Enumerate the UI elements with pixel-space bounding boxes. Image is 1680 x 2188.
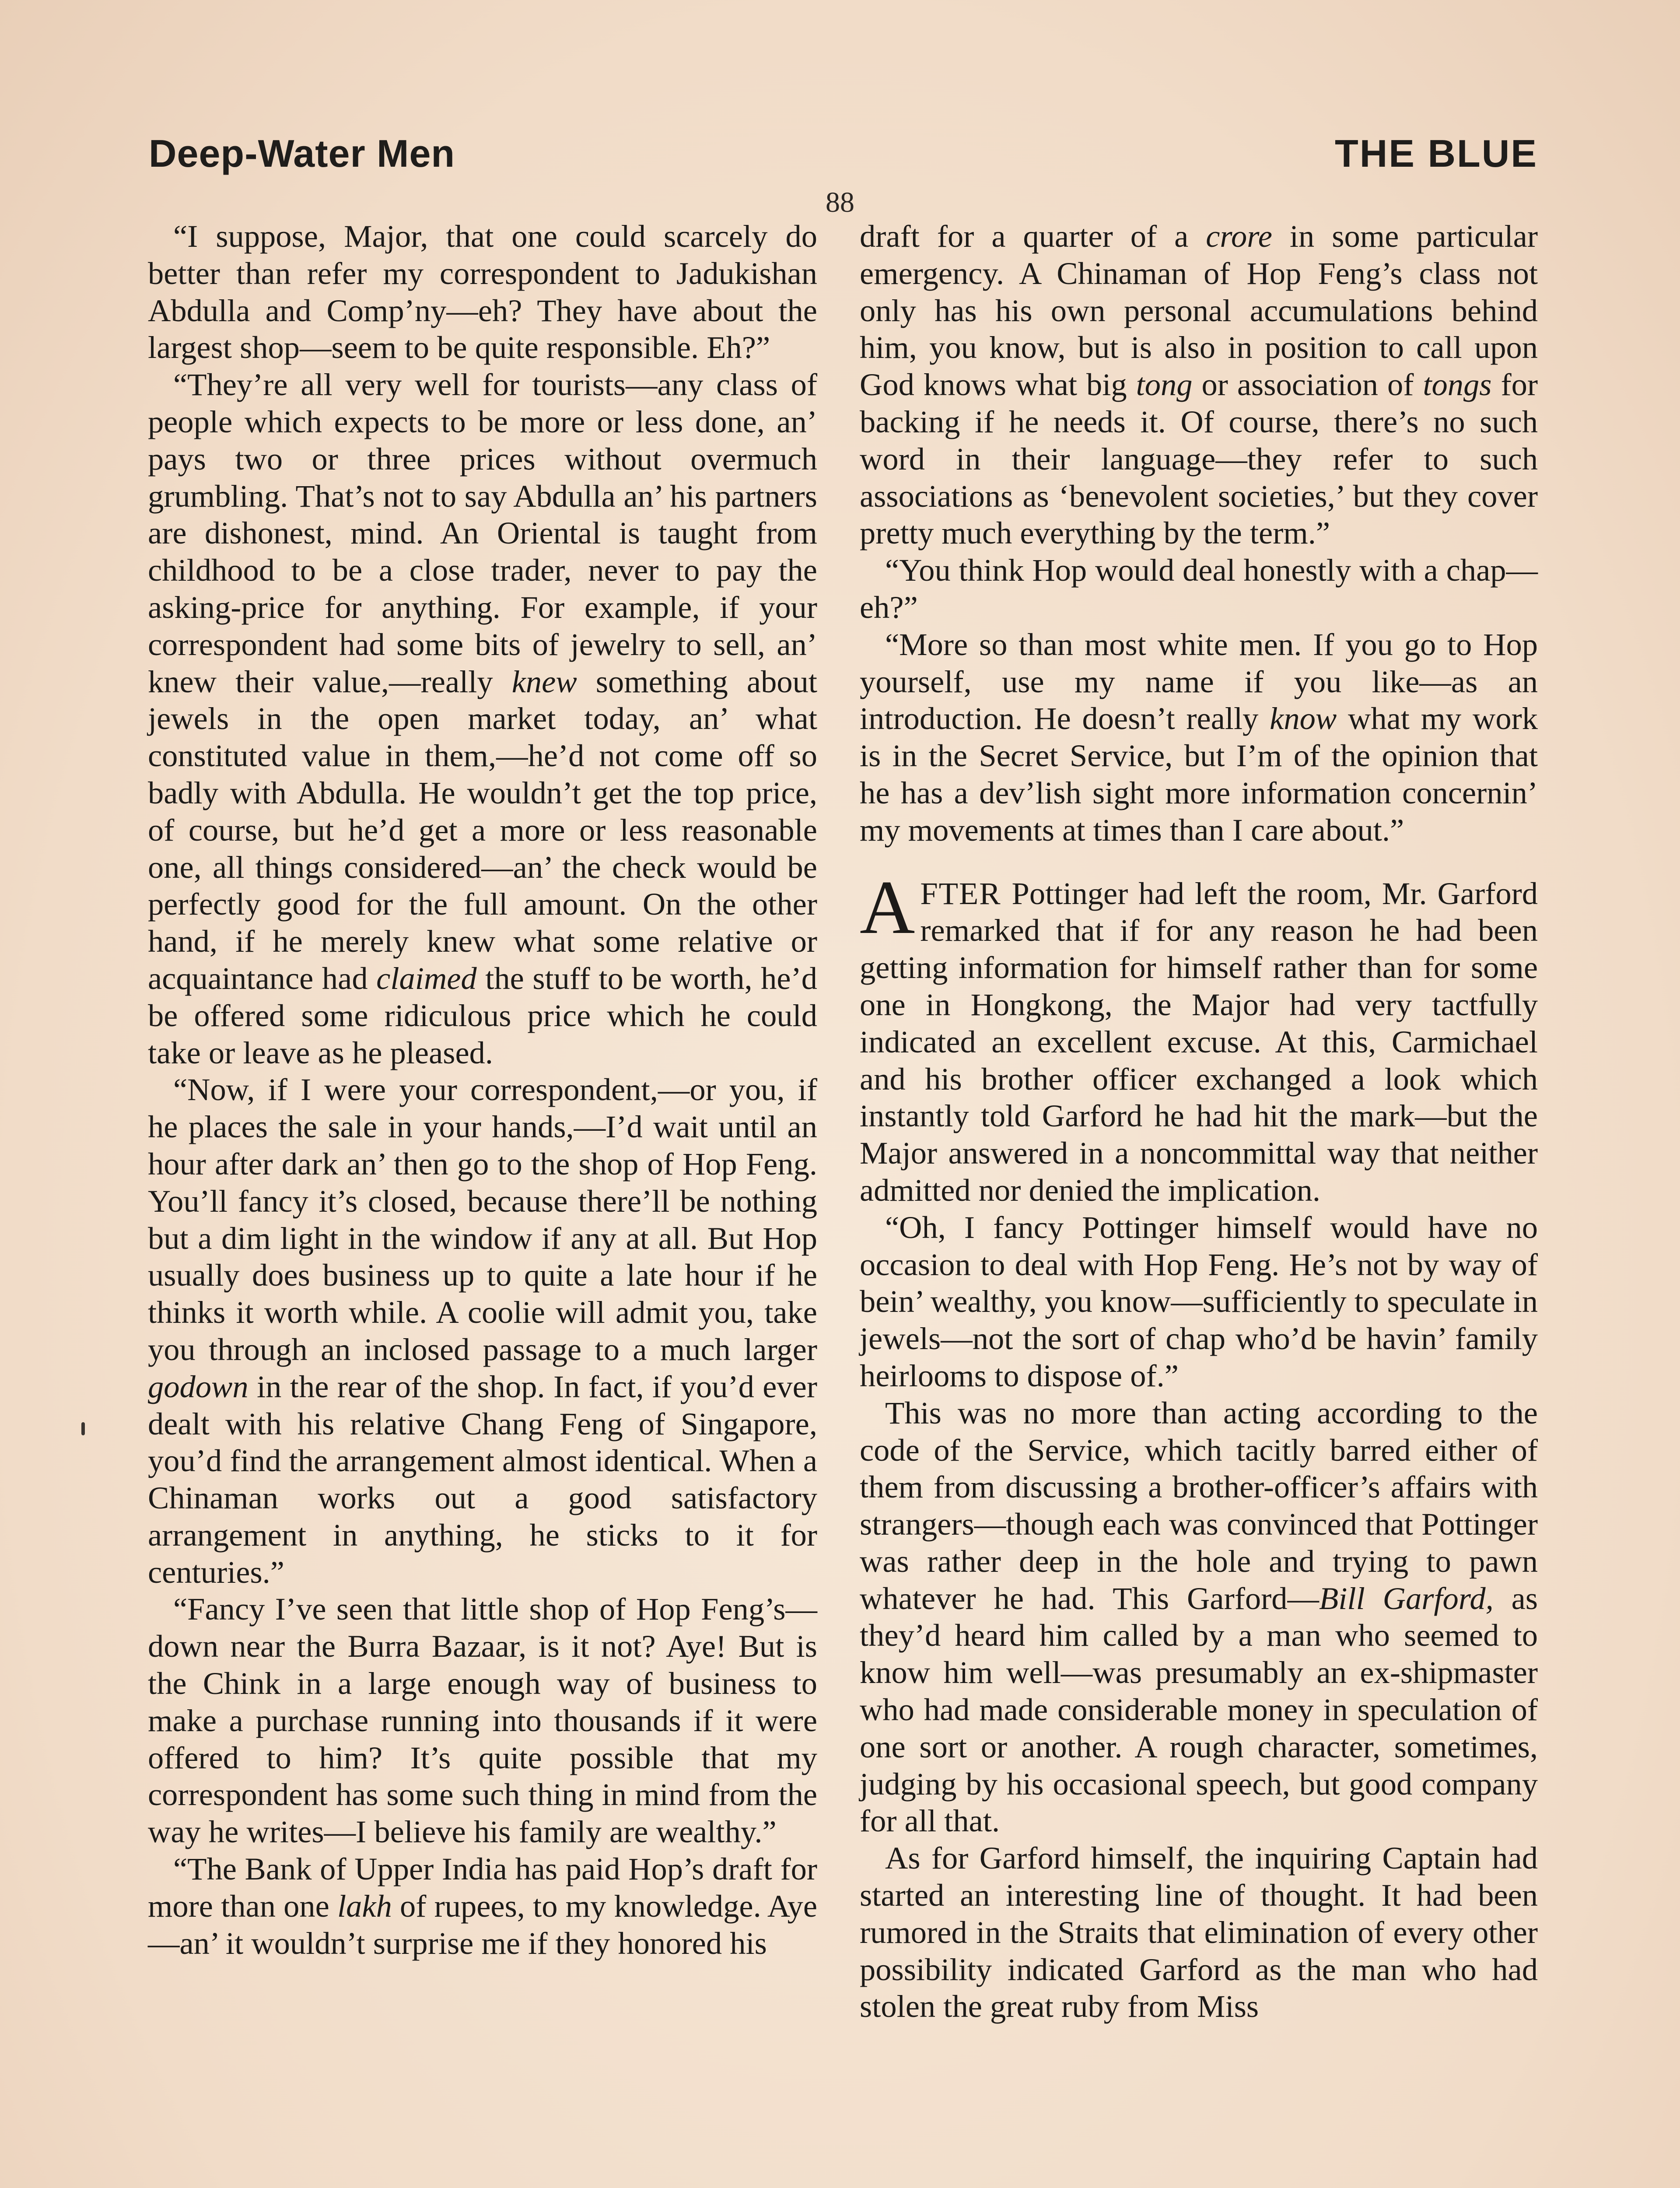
paragraph: As for Garford himself, the inquiring Captain had started an interesting line of thought. It had been rumored in the Straits that elimination of every other possibility indicated Garford as the man who had stolen the great ruby from Miss (860, 1840, 1538, 2024)
drop-cap: A (860, 864, 915, 950)
story-title-header: Deep-Water Men (149, 132, 455, 175)
paragraph: “More so than most white men. If you go to Hop yourself, use my name if you like—as an introduction. He doesn’t really know what my work is in the Secret Service, but I’m of the opinion that he has a dev’lish sight more information concernin’ my movements at times than I care about.” (860, 626, 1538, 848)
paragraph: draft for a quarter of a crore in some particular emergency. A Chinaman of Hop Feng’s class not only has his own personal accumulations behind him, you know, but is also in position to call upon God knows what big tong or association of tongs for backing if he needs it. Of course, there’s no such word in their language—they refer to such associations as ‘benevolent societies,’ but they cover pretty much everything by the term.” (860, 218, 1538, 551)
paragraph: “They’re all very well for tourists—any class of people which expects to be more or less done, an’ pays two or three prices without overmuch grumbling. That’s not to say Abdulla an’ his partners are dishonest, mind. An Oriental is taught from childhood to be a close trader, never to pay the asking-price for anything. For example, if your correspondent had some bits of jewelry to sell, an’ knew their value,—really knew something about jewels in the open market today, an’ what constituted value in them,—he’d not come off so badly with Abdulla. He wouldn’t get the top price, of course, but he’d get a more or less reasonable one, all things considered—an’ the check would be perfectly good for the full amount. On the other hand, if he merely knew what some relative or acquaintance had claimed the stuff to be worth, he’d be offered some ridiculous price which he could take or leave as he pleased. (148, 367, 817, 1070)
italic-word: know (1270, 701, 1337, 736)
paragraph: “The Bank of Upper India has paid Hop’s draft for more than one lakh of rupees, to my knowledge. Aye—an’ it wouldn’t surprise me if they honored his (148, 1851, 818, 1961)
page-number: 88 (826, 186, 854, 218)
paragraph: “I suppose, Major, that one could scarcely do better than refer my correspondent to Jadukishan Abdulla and Comp’ny—eh? They have about the largest shop—seem to be quite responsible. Eh?” (148, 218, 817, 365)
italic-word: knew (511, 663, 577, 699)
paragraph: “You think Hop would deal honestly with a chap—eh?” (860, 552, 1538, 625)
right-text-column (860, 218, 1538, 2025)
paragraph: “Oh, I fancy Pottinger himself would have no occasion to deal with Hop Feng. He’s not by way of bein’ wealthy, you know—sufficiently to speculate in jewels—not the sort of chap who’d be havin’ family heirlooms to dispose of.” (860, 1209, 1538, 1393)
small-caps-lead: FTER (920, 875, 1001, 911)
italic-word: lakh (337, 1888, 392, 1924)
italic-word: crore (1206, 218, 1272, 254)
paragraph: “Fancy I’ve seen that little shop of Hop Feng’s—down near the Burra Bazaar, is it not? Aye! But is the Chink in a large enough way of business to make a purchase running into thousands if it were offered to him? It’s quite possible that my correspondent has some such thing in mind from the way he writes—I believe his family are wealthy.” (148, 1591, 817, 1850)
italic-word: claimed (376, 960, 477, 996)
paragraph: “Now, if I were your correspondent,—or you, if he places the sale in your hands,—I’d wait until an hour after dark an’ then go to the shop of Hop Feng. You’ll fancy it’s closed, because there’ll be nothing but a dim light in the window if any at all. But Hop usually does business up to quite a late hour if he thinks it worth while. A coolie will admit you, take you through an inclosed passage to a much larger godown in the rear of the shop. In fact, if you’d ever dealt with his relative Chang Feng of Singapore, you’d find the arrangement almost identical. When a Chinaman works out a good satisfactory arrangement in anything, he sticks to it for centuries.” (148, 1072, 817, 1590)
italic-word: tong (1136, 367, 1193, 403)
magazine-title-header: THE BLUE (1335, 132, 1538, 175)
italic-word: godown (148, 1368, 248, 1404)
italic-phrase: Bill Garford, (1319, 1580, 1494, 1616)
ink-speck (81, 1422, 85, 1435)
italic-word: tongs (1423, 367, 1492, 403)
paragraph: This was no more than acting according to the code of the Service, which tacitly barred either of them from discussing a brother-officer’s affairs with strangers—though each was convinced that Pottinger was rather deep in the hole and trying to pawn whatever he had. This Garford—Bill Garford, as they’d heard him called by a man who seemed to know him well—was presumably an ex-shipmaster who had made considerable money in speculation of one sort or another. A rough character, sometimes, judging by his occasional speech, but good company for all that. (860, 1395, 1538, 1839)
left-text-column (148, 218, 817, 1962)
section-break-paragraph: AFTER Pottinger had left the room, Mr. Garford remarked that if for any reason he had been getting information for himself rather than for some one in Hongkong, the Major had very tactfully indicated an excellent excuse. At this, Carmichael and his brother officer exchanged a look which instantly told Garford he had hit the mark—but the Major answered in a noncommittal way that neither admitted nor denied the implication. (860, 864, 1538, 1208)
